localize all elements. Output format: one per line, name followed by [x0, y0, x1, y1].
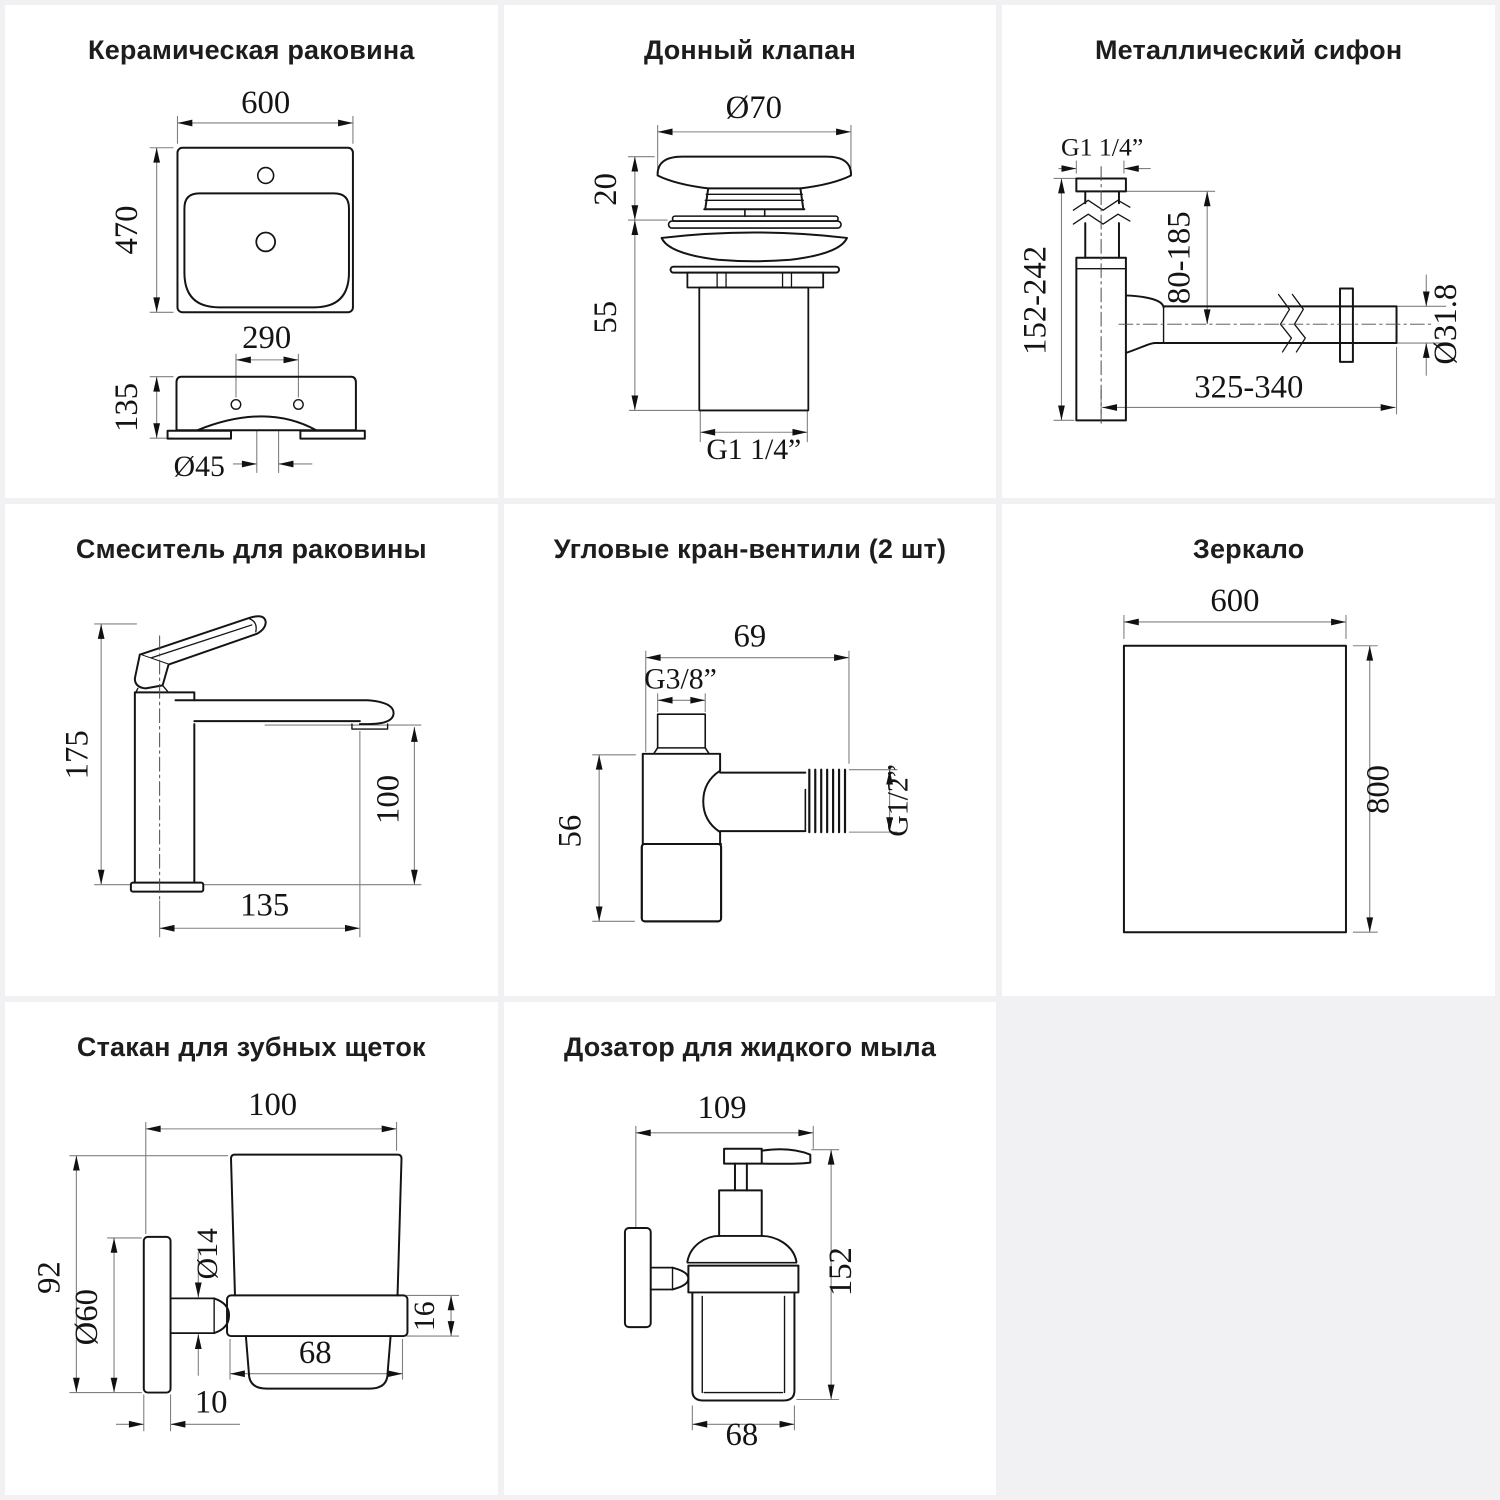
panel-title: Металлический сифон [1094, 35, 1403, 65]
dim-spout-reach: 135 [240, 887, 290, 924]
dim-spout-height: 100 [370, 774, 407, 824]
dim-drain: Ø45 [173, 450, 225, 483]
metal-siphon-drawing [1002, 5, 1495, 498]
holder-outline [144, 1155, 408, 1393]
dim-height: 92 [31, 1261, 68, 1295]
mirror-drawing [1002, 504, 1495, 997]
dim-arm-diameter: Ø14 [192, 1228, 225, 1280]
panel-mirror [1002, 504, 1495, 997]
dim-plate-thickness: 10 [194, 1384, 228, 1421]
panel-soap-dispenser [504, 1002, 997, 1495]
dim-thread-length: 55 [587, 300, 624, 334]
sink-dimension-lines [150, 116, 353, 473]
panel-title: Угловые кран-вентили (2 шт) [553, 533, 947, 564]
panel-title: Донный клапан [643, 35, 857, 65]
dim-ring-height: 16 [409, 1301, 442, 1332]
dim-cap-height: 20 [587, 173, 624, 206]
dim-height: 175 [59, 729, 96, 779]
dim-height: 152 [822, 1247, 859, 1297]
dim-bottle-width: 68 [725, 1417, 758, 1454]
panel-metal-siphon [1002, 5, 1495, 498]
ceramic-sink-drawing [5, 5, 498, 498]
dim-width: 600 [241, 85, 291, 122]
dim-outlet-thread: G1/2” [882, 763, 915, 837]
panel-title: Зеркало [1192, 533, 1305, 564]
dim-width: 69 [733, 618, 766, 655]
panel-title: Смеситель для раковины [75, 533, 427, 564]
dim-reach-range: 325-340 [1194, 369, 1304, 406]
dim-height-range: 152-242 [1017, 245, 1054, 355]
valve-dimension-lines [628, 125, 851, 442]
panel-angle-valves [504, 504, 997, 997]
mirror-outline [1124, 645, 1346, 931]
dim-pipe-diameter: Ø31.8 [1428, 283, 1465, 365]
dim-inlet-thread: G3/8” [643, 663, 717, 696]
angle-valve-outline [641, 714, 805, 921]
angle-valves-drawing [504, 504, 997, 997]
panel-drain-valve [504, 5, 997, 498]
mixer-outline [131, 616, 394, 900]
dim-side-height: 135 [108, 382, 145, 432]
panel-toothbrush-holder [5, 1002, 498, 1495]
toothbrush-holder-drawing [5, 1002, 498, 1495]
panel-title: Керамическая раковина [88, 35, 415, 65]
dim-cup-bottom: 68 [298, 1335, 332, 1372]
dim-plate-diameter: Ø60 [69, 1289, 106, 1346]
panel-basin-mixer [5, 504, 498, 997]
panel-title: Стакан для зубных щеток [76, 1032, 426, 1063]
dim-height: 800 [1360, 764, 1397, 814]
dim-inlet-thread: G1 1/4” [1061, 132, 1144, 162]
valve-outline [657, 157, 850, 411]
dim-thread: G1 1/4” [706, 433, 801, 466]
dim-depth: 470 [108, 205, 145, 255]
dim-height: 56 [551, 814, 588, 848]
dispenser-dimension-lines [636, 1126, 839, 1430]
empty-cell [1002, 1002, 1495, 1495]
drain-valve-drawing [504, 5, 997, 498]
angle-valve-dimension-lines [592, 650, 897, 921]
panel-ceramic-sink [5, 5, 498, 498]
soap-dispenser-drawing [504, 1002, 997, 1495]
panel-title: Дозатор для жидкого мыла [563, 1032, 937, 1063]
dispenser-outline [625, 1149, 810, 1401]
dim-drop-range: 80-185 [1161, 211, 1198, 305]
dim-width: 100 [248, 1087, 298, 1124]
mirror-dimension-lines [1124, 615, 1378, 932]
dim-cap-diameter: Ø70 [725, 90, 782, 127]
dim-width: 109 [697, 1090, 747, 1127]
dim-hole-spacing: 290 [242, 319, 292, 356]
outlet-thread-coil [809, 769, 845, 831]
dim-width: 600 [1210, 582, 1260, 619]
basin-mixer-drawing [5, 504, 498, 997]
sink-outline [168, 148, 365, 439]
